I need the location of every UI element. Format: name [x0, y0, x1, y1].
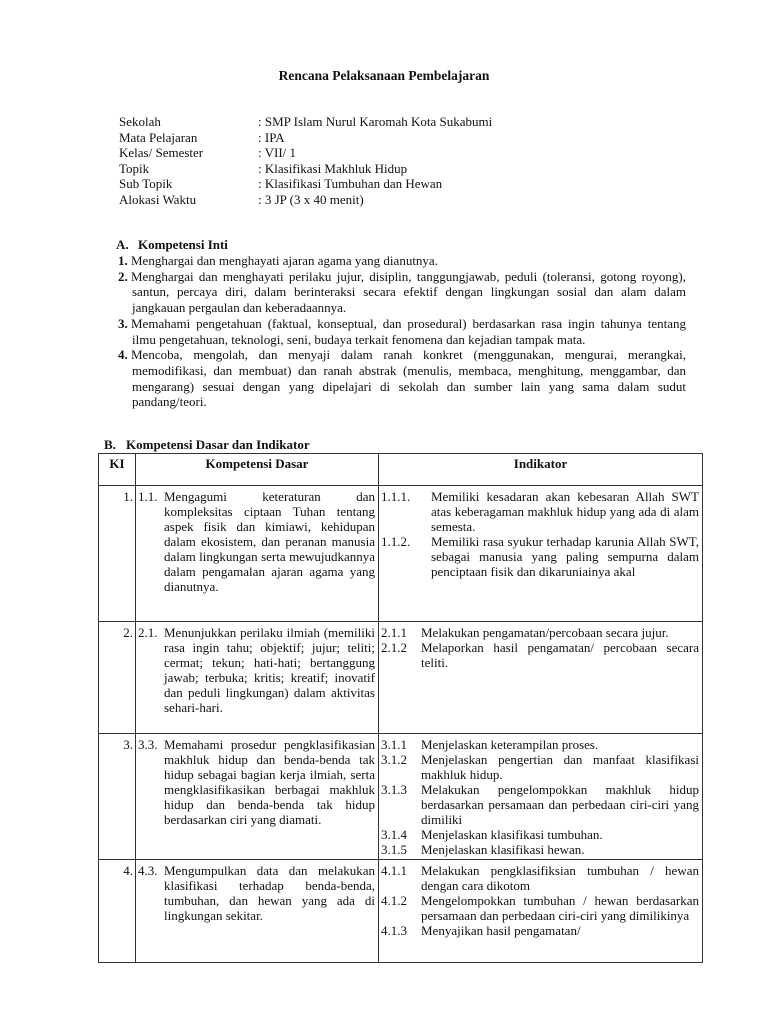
indicator-number: 1.1.1.	[381, 489, 411, 504]
indicator-text: Melaporkan hasil pengamatan/ percobaan secara teliti.	[421, 640, 699, 670]
list-item	[118, 253, 686, 269]
kd-text: Menunjukkan perilaku ilmiah (memiliki rasa ingin tahu; objektif; jujur; teliti; cermat; tekun; hati-hati; bertanggung jawab; terbuka; kritis; kreatif; inovatif dan peduli lingkungan) dalam aktivitas sehari-hari.	[164, 625, 375, 715]
ki-cell: 4.	[99, 860, 136, 963]
indicator-text: Menjelaskan klasifikasi tumbuhan.	[421, 827, 603, 842]
table-header-row	[99, 454, 703, 486]
list-item	[118, 316, 686, 347]
document-title: Rencana Pelaksanaan Pembelajaran	[278, 68, 490, 83]
list-item-text: Menghargai dan menghayati ajaran agama yang dianutnya.	[131, 253, 438, 268]
indicator-item	[381, 923, 699, 938]
list-item-number: 4.	[118, 347, 128, 363]
identity-row-subject	[119, 130, 679, 146]
kd-cell	[136, 622, 379, 734]
indicator-text: Melakukan pengamatan/percobaan secara jujur.	[421, 625, 669, 640]
column-header-ki: KI	[99, 454, 136, 486]
table-row	[99, 860, 703, 963]
identity-label: Sekolah	[119, 114, 161, 129]
indicator-text: Melakukan pengelompokkan makhluk hidup berdasarkan persamaan dan perbedaan ciri-ciri yang dimiliki	[421, 782, 699, 827]
kd-cell	[136, 860, 379, 963]
table-row	[99, 486, 703, 622]
kd-number: 1.1.	[138, 489, 158, 504]
identity-value: : VII/ 1	[258, 145, 297, 161]
indicator-text: Menjelaskan klasifikasi hewan.	[421, 842, 585, 857]
indicator-cell	[379, 734, 703, 860]
indicator-item	[381, 782, 699, 827]
identity-label: Mata Pelajaran	[119, 129, 198, 145]
list-item-text: Menghargai dan menghayati perilaku jujur, disiplin, tanggungjawab, peduli (toleransi, gotong royong), santun, percaya diri, dalam berinteraksi secara efektif dengan lingkungan sosial dan alam dalam jangkauan pergaulan dan keberadaannya.	[131, 268, 686, 316]
indicator-item	[381, 752, 699, 782]
indicator-number: 2.1.1	[381, 625, 407, 640]
indicator-number: 3.1.1	[381, 737, 407, 752]
core-competency-list	[118, 253, 686, 410]
indicator-number: 4.1.3	[381, 923, 407, 938]
identity-row-time	[119, 192, 679, 208]
indicator-text: Menjelaskan keterampilan proses.	[421, 737, 599, 752]
list-item	[118, 347, 686, 410]
identity-table	[119, 114, 679, 208]
ki-cell: 2.	[99, 622, 136, 734]
section-b-heading	[104, 437, 310, 452]
identity-value: : SMP Islam Nurul Karomah Kota Sukabumi	[258, 114, 493, 129]
indicator-item	[381, 737, 699, 752]
indicator-cell	[379, 622, 703, 734]
section-a-heading	[116, 237, 228, 252]
kd-text: Mengagumi keteraturan dan kompleksitas ciptaan Tuhan tentang aspek fisik dan kimiawi, kehidupan dalam ekosistem, dan peranan manusia dalam lingkungan serta mewujudkannya dalam pengamalan ajaran agama yang dianutnya.	[164, 489, 375, 594]
identity-value: : Klasifikasi Tumbuhan dan Hewan	[258, 176, 443, 192]
identity-label: Alokasi Waktu	[119, 191, 197, 207]
section-letter: A.	[116, 237, 129, 252]
indicator-text: Memiliki rasa syukur terhadap karunia Allah SWT, sebagai manusia yang paling sempurna dalam penciptaan fisik dan dikaruniainya akal	[431, 534, 699, 579]
indicator-number: 4.1.1	[381, 863, 407, 878]
list-item-number: 1.	[118, 253, 128, 268]
indicator-item	[381, 640, 699, 670]
identity-row-class	[119, 145, 679, 161]
column-header-indicator: Indikator	[379, 454, 703, 486]
identity-row-school	[119, 114, 679, 130]
indicator-cell	[379, 860, 703, 963]
indicator-number: 3.1.3	[381, 782, 407, 797]
indicator-item	[381, 625, 699, 640]
kd-cell	[136, 486, 379, 622]
kd-text: Memahami prosedur pengklasifikasian makhluk hidup dan benda-benda tak hidup sebagai bagian kerja ilmiah, serta mengklasifikasikan berbagai makhluk hidup dan benda-benda tak hidup berdasarkan ciri yang diamati.	[164, 737, 375, 827]
indicator-number: 4.1.2	[381, 893, 407, 908]
list-item-text: Memahami pengetahuan (faktual, konseptual, dan prosedural) berdasarkan rasa ingin tahunya tentang ilmu pengetahuan, teknologi, seni, budaya terkait fenomena dan kejadian tampak mata.	[131, 315, 686, 347]
indicator-item	[381, 842, 699, 857]
identity-row-subtopic	[119, 176, 679, 192]
indicator-text: Mengelompokkan tumbuhan / hewan berdasarkan persamaan dan perbedaan ciri-ciri yang dimilikinya	[421, 893, 699, 923]
indicator-number: 3.1.4	[381, 827, 407, 842]
indicator-text: Menjelaskan pengertian dan manfaat klasifikasi makhluk hidup.	[421, 752, 699, 782]
indicator-number: 3.1.5	[381, 842, 407, 857]
section-title: Kompetensi Dasar dan Indikator	[126, 437, 310, 452]
kd-cell	[136, 734, 379, 860]
competency-table	[98, 453, 703, 963]
section-letter: B.	[104, 437, 116, 452]
indicator-number: 2.1.2	[381, 640, 407, 655]
indicator-cell	[379, 486, 703, 622]
indicator-number: 3.1.2	[381, 752, 407, 767]
indicator-item	[381, 534, 699, 579]
list-item	[118, 269, 686, 316]
section-title: Kompetensi Inti	[138, 237, 228, 252]
identity-value: : Klasifikasi Makhluk Hidup	[258, 160, 408, 176]
indicator-text: Memiliki kesadaran akan kebesaran Allah SWT atas keberagaman makhluk hidup yang ada di alam semesta.	[431, 489, 699, 534]
list-item-number: 2.	[118, 268, 128, 284]
kd-number: 2.1.	[138, 625, 158, 640]
identity-value: : IPA	[258, 129, 285, 145]
indicator-item	[381, 863, 699, 893]
column-header-kd: Kompetensi Dasar	[136, 454, 379, 486]
identity-label: Kelas/ Semester	[119, 145, 204, 161]
list-item-text: Mencoba, mengolah, dan menyaji dalam ranah konkret (menggunakan, mengurai, merangkai, memodifikasi, dan membuat) dan ranah abstrak (menulis, membaca, menghitung, menggambar, dan mengarang) sesuai dengan yang dipelajari di sekolah dan sumber lain yang sama dalam sudut pandang/teori.	[131, 347, 686, 410]
identity-value: : 3 JP (3 x 40 menit)	[258, 191, 364, 207]
list-item-number: 3.	[118, 315, 128, 331]
ki-cell: 1.	[99, 486, 136, 622]
identity-label: Topik	[119, 160, 150, 176]
indicator-number: 1.1.2.	[381, 534, 411, 549]
indicator-text: Melakukan pengklasifiksian tumbuhan / hewan dengan cara dikotom	[421, 863, 699, 893]
indicator-item	[381, 893, 699, 923]
table-row	[99, 622, 703, 734]
indicator-item	[381, 827, 699, 842]
identity-row-topic	[119, 161, 679, 177]
kd-number: 4.3.	[138, 863, 158, 878]
identity-label: Sub Topik	[119, 176, 173, 192]
kd-number: 3.3.	[138, 737, 158, 752]
indicator-item	[381, 489, 699, 534]
indicator-text: Menyajikan hasil pengamatan/	[421, 923, 581, 938]
table-row	[99, 734, 703, 860]
kd-text: Mengumpulkan data dan melakukan klasifikasi terhadap benda-benda, tumbuhan, dan hewan yang ada di lingkungan sekitar.	[164, 863, 375, 923]
ki-cell: 3.	[99, 734, 136, 860]
